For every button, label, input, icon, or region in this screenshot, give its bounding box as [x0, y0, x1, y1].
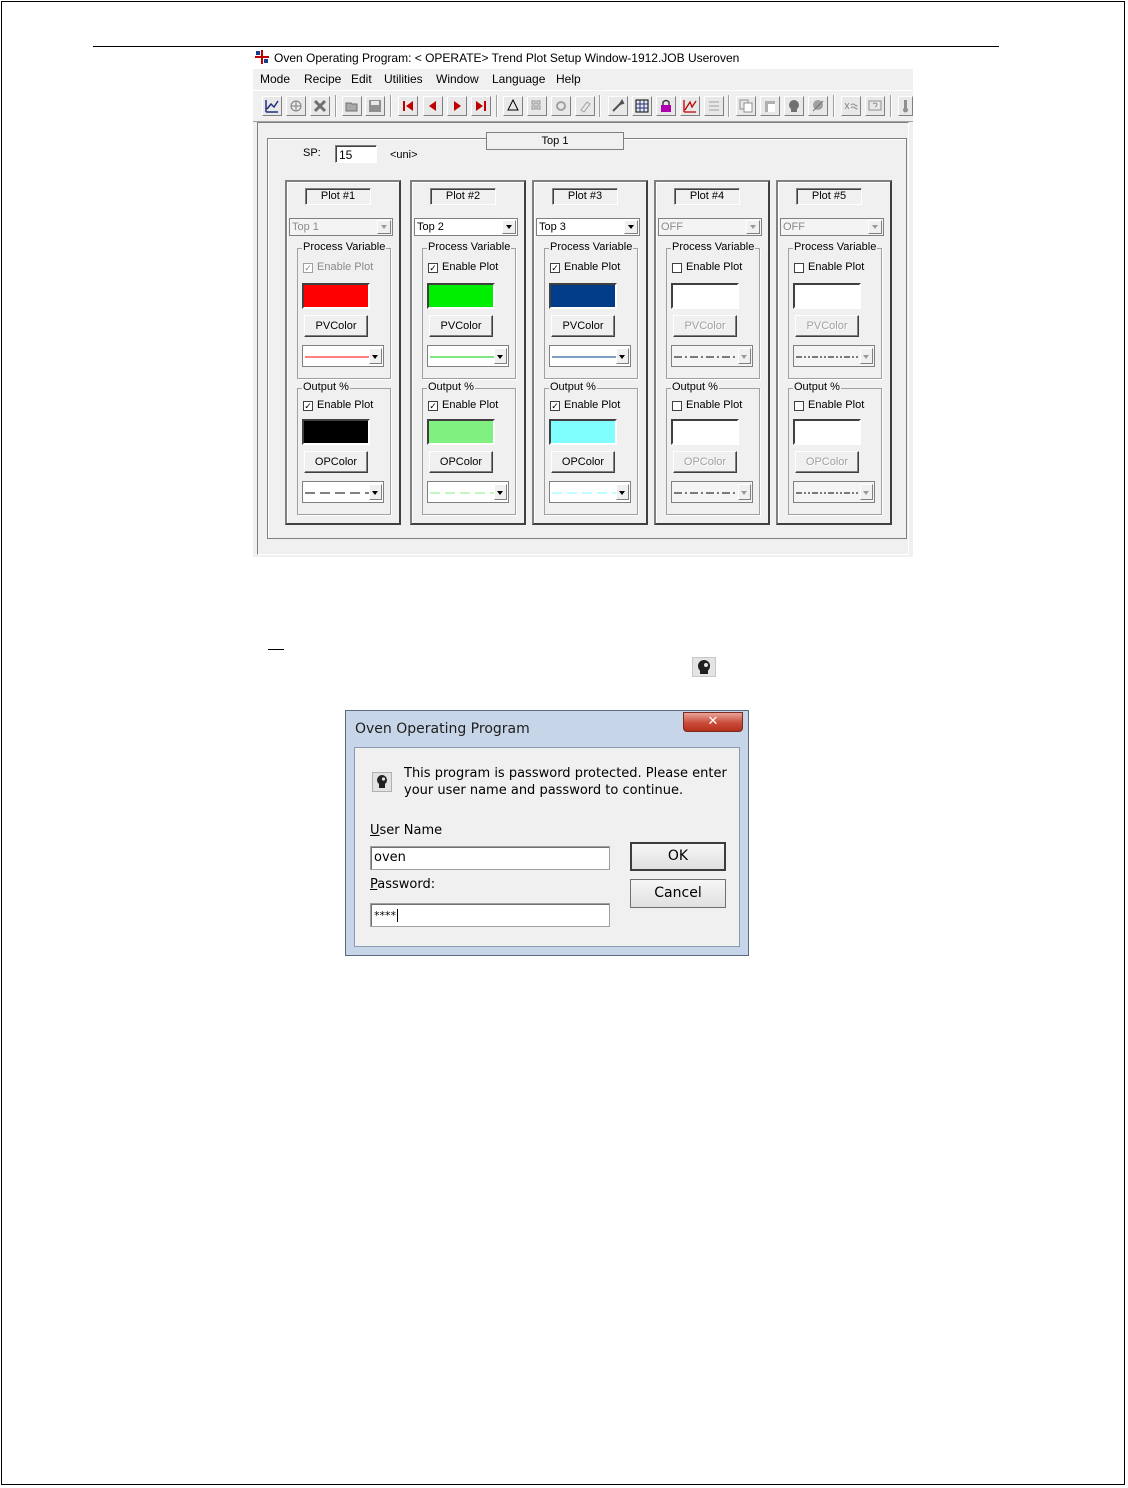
sp-unit: <uni>: [390, 149, 418, 161]
pv-enable-label: Enable Plot: [686, 261, 743, 273]
menu-language[interactable]: Language: [492, 72, 546, 86]
pv-color-swatch: [793, 283, 861, 309]
chevron-down-icon: [624, 220, 638, 234]
pv-line-style-preview: [305, 355, 369, 359]
disk-icon: [368, 99, 382, 113]
text-cursor: [397, 909, 402, 922]
app-icon: [255, 50, 269, 64]
formula-button[interactable]: [841, 96, 861, 116]
op-color-swatch: [302, 419, 370, 445]
toolbar-separator: [390, 95, 392, 117]
pv-enable-label: Enable Plot: [808, 261, 865, 273]
op-color-button[interactable]: OPColor: [795, 451, 859, 473]
copy-button[interactable]: [736, 96, 756, 116]
output-group: [544, 381, 638, 515]
pv-color-button[interactable]: PVColor: [795, 315, 859, 337]
op-line-style-preview: [305, 491, 369, 495]
menu-utilities[interactable]: Utilities: [384, 72, 423, 86]
plot-source-select[interactable]: [289, 218, 393, 236]
cancel-button[interactable]: Cancel: [630, 879, 726, 908]
process-variable-group: [544, 241, 638, 379]
alarm-button[interactable]: [503, 96, 523, 116]
toolbar: [253, 90, 913, 122]
pv-line-style-preview: [796, 355, 860, 359]
op-line-style-preview: [674, 491, 738, 495]
pv-line-style-select[interactable]: [793, 345, 875, 367]
output-group: [666, 381, 760, 515]
plot-source-value: OFF: [783, 221, 805, 233]
thermometer-icon: [901, 99, 911, 113]
chevron-down-icon: [377, 220, 391, 234]
chart-edit-icon: [265, 99, 279, 113]
close-icon: ✕: [707, 714, 719, 729]
pv-line-style-preview: [552, 355, 616, 359]
pv-line-style-select[interactable]: [671, 345, 753, 367]
plot-column-2: [410, 180, 526, 525]
plot-title: Plot #5: [796, 188, 862, 205]
chevron-down-icon: [616, 348, 629, 364]
network-button[interactable]: [286, 96, 306, 116]
process-variable-group-label: Process Variable: [428, 241, 511, 253]
window-title: Oven Operating Program: < OPERATE> Trend Plot Setup Window-1912.JOB Useroven: [274, 51, 740, 65]
copy-icon: [739, 99, 753, 113]
op-enable-label: Enable Plot: [317, 399, 374, 411]
op-line-style-select[interactable]: [549, 481, 631, 503]
plot-title: Plot #3: [552, 188, 618, 205]
edit-chart-button[interactable]: [262, 96, 282, 116]
process-variable-group: [297, 241, 391, 379]
sp-label: SP:: [303, 147, 321, 159]
op-enable-label: Enable Plot: [686, 399, 743, 411]
wrench-icon: [611, 99, 625, 113]
op-color-swatch: [671, 419, 739, 445]
output-group-label: Output %: [550, 381, 596, 393]
toolbar-separator: [496, 95, 498, 117]
op-line-style-preview: [552, 491, 616, 495]
plot-source-value: Top 1: [292, 221, 319, 233]
open-button[interactable]: [342, 96, 362, 116]
chevron-down-icon: [738, 348, 751, 364]
op-enable-checkbox[interactable]: ✓: [304, 401, 312, 411]
plot-source-select[interactable]: [536, 218, 640, 236]
chevron-down-icon: [502, 220, 516, 234]
op-color-button[interactable]: OPColor: [551, 451, 615, 473]
password-masked-value: ****: [374, 909, 396, 922]
toolbar-separator: [890, 95, 892, 117]
pv-color-button[interactable]: PVColor: [673, 315, 737, 337]
report-button[interactable]: [704, 96, 724, 116]
output-group-label: Output %: [428, 381, 474, 393]
password-label: [370, 877, 435, 892]
op-line-style-select[interactable]: [671, 481, 753, 503]
op-color-button[interactable]: OPColor: [304, 451, 368, 473]
process-variable-group: [666, 241, 760, 379]
logout-button[interactable]: [808, 96, 828, 116]
username-field[interactable]: oven: [370, 846, 610, 870]
op-enable-checkbox[interactable]: [672, 401, 682, 411]
op-line-style-select[interactable]: [427, 481, 509, 503]
op-color-button[interactable]: OPColor: [673, 451, 737, 473]
accelerator-key: U: [370, 823, 380, 838]
output-group-label: Output %: [672, 381, 718, 393]
password-dialog: [345, 710, 749, 956]
password-field[interactable]: [370, 903, 610, 927]
wrench-button[interactable]: [608, 96, 628, 116]
chevron-down-icon: [860, 484, 873, 500]
next-button[interactable]: [447, 96, 467, 116]
pv-enable-checkbox[interactable]: [794, 263, 804, 273]
help-icon: [868, 99, 882, 113]
plot-column-5: [776, 180, 892, 525]
plot-source-value: OFF: [661, 221, 683, 233]
chevron-down-icon: [738, 484, 751, 500]
save-button[interactable]: [365, 96, 385, 116]
menu-edit[interactable]: Edit: [351, 72, 372, 86]
process-variable-group-label: Process Variable: [794, 241, 877, 253]
plot-source-select[interactable]: [780, 218, 884, 236]
op-enable-checkbox[interactable]: ✓: [429, 401, 437, 411]
login-head-icon: [787, 99, 801, 113]
logout-head-icon: [811, 99, 825, 113]
paste-button[interactable]: [760, 96, 780, 116]
process-variable-group-label: Process Variable: [672, 241, 755, 253]
toolbar-separator: [599, 95, 601, 117]
pv-enable-checkbox[interactable]: ✓: [304, 263, 312, 273]
login-button[interactable]: [784, 96, 804, 116]
menu-window[interactable]: Window: [436, 72, 479, 86]
process-variable-group: [422, 241, 516, 379]
lock-icon: [659, 99, 673, 113]
pv-line-style-select[interactable]: [549, 345, 631, 367]
username-label: [370, 823, 442, 838]
plot-title: Plot #4: [674, 188, 740, 205]
title-bar: [253, 47, 913, 69]
op-color-swatch: [549, 419, 617, 445]
close-button[interactable]: [683, 712, 743, 732]
plot-column-3: [532, 180, 648, 525]
pv-enable-checkbox[interactable]: ✓: [429, 263, 437, 273]
eraser-icon: [578, 99, 592, 113]
trend-button[interactable]: [680, 96, 700, 116]
toolbar-separator: [833, 95, 835, 117]
username-label-text: User Name: [370, 823, 443, 838]
pv-color-button[interactable]: PVColor: [551, 315, 615, 337]
dialog-body: [354, 747, 740, 947]
pv-color-button[interactable]: PVColor: [429, 315, 493, 337]
previous-icon: [426, 99, 440, 113]
login-head-icon: [693, 658, 715, 676]
tools-button[interactable]: [551, 96, 571, 116]
chevron-down-icon: [369, 348, 382, 364]
pv-color-swatch: [302, 283, 370, 309]
x-icon: [313, 99, 327, 113]
last-icon: [474, 99, 488, 113]
underline-mark: [268, 649, 284, 650]
keypad-button[interactable]: [527, 96, 547, 116]
help-button[interactable]: [865, 96, 885, 116]
pv-enable-checkbox[interactable]: ✓: [551, 263, 559, 273]
op-line-style-preview: [430, 491, 494, 495]
plot-title: Plot #1: [305, 188, 371, 205]
op-enable-checkbox[interactable]: [794, 401, 804, 411]
plot-source-value: Top 2: [417, 221, 444, 233]
op-enable-label: Enable Plot: [442, 399, 499, 411]
plot-column-1: [285, 180, 401, 525]
first-icon: [401, 99, 415, 113]
pv-line-style-preview: [674, 355, 738, 359]
dialog-title: Oven Operating Program: [355, 721, 530, 737]
output-group-label: Output %: [794, 381, 840, 393]
pv-enable-label: Enable Plot: [564, 261, 621, 273]
chevron-down-icon: [494, 348, 507, 364]
folder-icon: [345, 99, 359, 113]
pv-color-swatch: [671, 283, 739, 309]
chevron-down-icon: [868, 220, 882, 234]
erase-button[interactable]: [575, 96, 595, 116]
first-button[interactable]: [398, 96, 418, 116]
formula-icon: [844, 99, 858, 113]
menu-help[interactable]: Help: [556, 72, 581, 86]
pv-color-button[interactable]: PVColor: [304, 315, 368, 337]
next-icon: [450, 99, 464, 113]
trend-plot-setup-window: [253, 47, 913, 557]
pv-enable-label: Enable Plot: [442, 261, 499, 273]
grid-icon: [635, 99, 649, 113]
sp-input[interactable]: 15: [335, 145, 377, 163]
grid-button[interactable]: [632, 96, 652, 116]
plot-source-select[interactable]: [414, 218, 518, 236]
password-label-text: Password:: [370, 877, 436, 892]
output-group: [297, 381, 391, 515]
plot-title: Plot #2: [430, 188, 496, 205]
tab-top-1[interactable]: Top 1: [486, 132, 624, 150]
network-icon: [289, 99, 303, 113]
bell-icon: [506, 99, 520, 113]
op-line-style-select[interactable]: [793, 481, 875, 503]
pv-line-style-select[interactable]: [427, 345, 509, 367]
accelerator-key: P: [370, 877, 378, 892]
output-group-label: Output %: [303, 381, 349, 393]
menu-recipe[interactable]: Recipe: [304, 72, 342, 86]
chevron-down-icon: [746, 220, 760, 234]
op-color-swatch: [793, 419, 861, 445]
temperature-button[interactable]: [898, 96, 913, 116]
ok-button[interactable]: OK: [630, 842, 726, 871]
toolbar-separator: [335, 95, 337, 117]
output-group: [422, 381, 516, 515]
pv-line-style-select[interactable]: [302, 345, 384, 367]
plot-source-value: Top 3: [539, 221, 566, 233]
lock-button[interactable]: [656, 96, 676, 116]
previous-button[interactable]: [423, 96, 443, 116]
pv-color-swatch: [427, 283, 495, 309]
chevron-down-icon: [616, 484, 629, 500]
op-color-swatch: [427, 419, 495, 445]
op-enable-label: Enable Plot: [808, 399, 865, 411]
keypad-icon: [530, 99, 544, 113]
chevron-down-icon: [860, 348, 873, 364]
menu-bar: [253, 70, 913, 88]
last-button[interactable]: [471, 96, 491, 116]
process-variable-group-label: Process Variable: [303, 241, 386, 253]
paste-icon: [763, 99, 777, 113]
process-variable-group-label: Process Variable: [550, 241, 633, 253]
login-head-icon: [372, 772, 392, 792]
report-icon: [707, 99, 721, 113]
menu-mode[interactable]: Mode: [260, 72, 291, 86]
dialog-message: This program is password protected. Please enter your user name and password to continue.: [404, 766, 727, 798]
chevron-down-icon: [494, 484, 507, 500]
plot-column-4: [654, 180, 770, 525]
op-line-style-preview: [796, 491, 860, 495]
chevron-down-icon: [369, 484, 382, 500]
pv-enable-label: Enable Plot: [317, 261, 374, 273]
trend-icon: [683, 99, 697, 113]
pv-line-style-preview: [430, 355, 494, 359]
login-inline-icon: [692, 657, 716, 677]
delete-button[interactable]: [310, 96, 330, 116]
process-variable-group: [788, 241, 882, 379]
gear-icon: [554, 99, 568, 113]
op-enable-label: Enable Plot: [564, 399, 621, 411]
op-line-style-select[interactable]: [302, 481, 384, 503]
plot-source-select[interactable]: [658, 218, 762, 236]
toolbar-separator: [728, 95, 730, 117]
output-group: [788, 381, 882, 515]
pv-color-swatch: [549, 283, 617, 309]
op-color-button[interactable]: OPColor: [429, 451, 493, 473]
op-enable-checkbox[interactable]: ✓: [551, 401, 559, 411]
pv-enable-checkbox[interactable]: [672, 263, 682, 273]
